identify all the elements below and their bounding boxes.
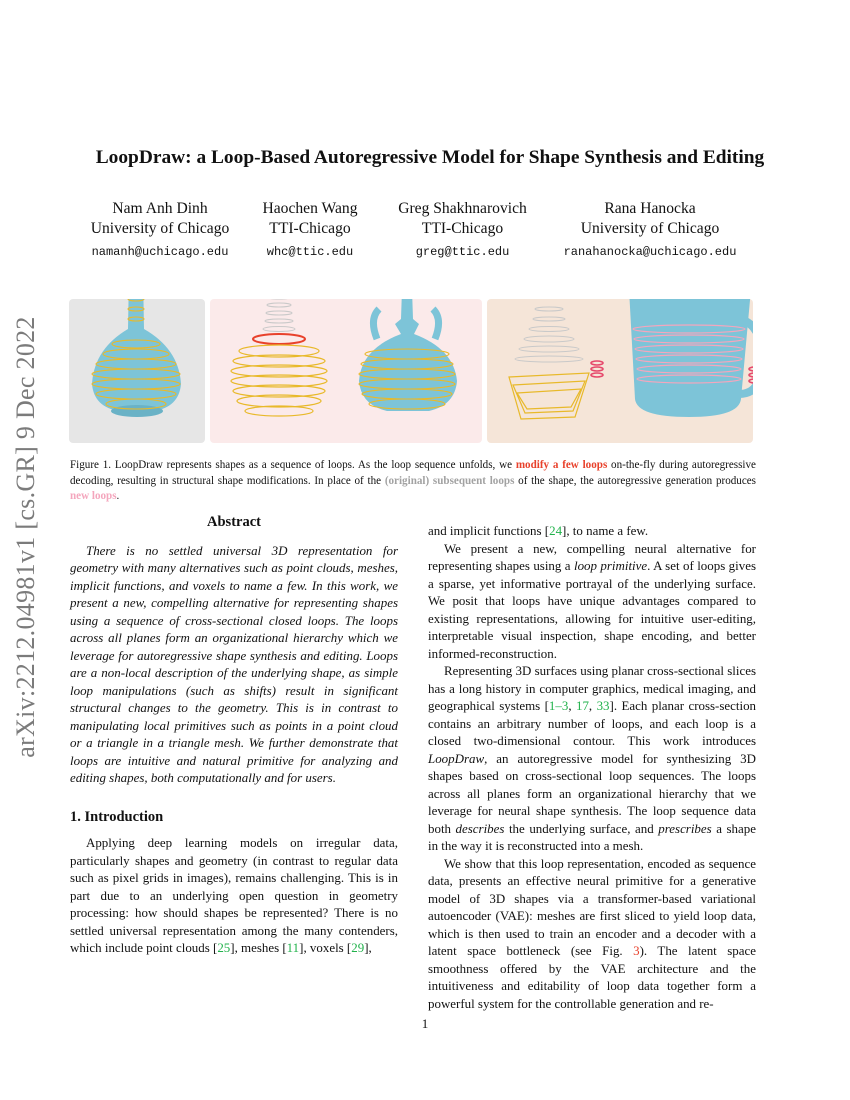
author-affiliation: TTI-Chicago: [269, 220, 351, 237]
author-name: Haochen Wang: [262, 200, 358, 217]
caption-text: of the shape, the autoregressive generation produces: [514, 474, 756, 487]
paragraph: Applying deep learning models on irregular data, particularly shapes and geometry (in contrast to regular data such as pixel grids in images), remains challenging. This is in part due to an underlying open question in geometry processing: how should shapes be represented? There is no settled universal representation among the many contenders, which include point clouds [25], meshes [11], voxels [29],: [70, 835, 398, 955]
section-heading: 1. Introduction: [70, 808, 164, 825]
left-column: [70, 514, 398, 957]
abstract-text: There is no settled universal 3D representation for geometry with many alternatives such as point clouds, meshes, implicit functions, and voxels to name a few. In this work, we present a new, compelling alternative for representing shapes using a sequence of cross-sectional closed loops. The loops across all planes form an organizational hierarchy which we leverage for autoregressive shape synthesis and editing. Loops are a non-local description of the underlying shape, as simple loop manipulations (such as shifts) result in significant structural changes to the geometry. This is in contrast to manipulating local primitives such as points in a point cloud or a triangle in a triangle mesh. We further demonstrate that loops are intuitive and natural primitive for analyzing and editing shapes, both computationally and for users.: [70, 542, 398, 785]
citation-link[interactable]: 24: [549, 523, 563, 538]
pitcher-mesh: [629, 299, 753, 417]
citation-link[interactable]: 17: [575, 698, 589, 713]
author-affiliation: TTI-Chicago: [421, 220, 504, 237]
author-email[interactable]: ranahanocka@uchicago.edu: [563, 245, 737, 259]
arxiv-stamp: arXiv:2212.04981v1 [cs.GR] 9 Dec 2022: [11, 316, 40, 758]
caption-new-loops: new loops: [70, 490, 117, 502]
caption-text: on-the-fly during autoregressive decoding, resulting in structural shape modifications. In place of the: [70, 459, 756, 487]
paragraph: and implicit functions [24], to name a few.: [428, 523, 649, 538]
author-affiliation: University of Chicago: [580, 220, 720, 237]
author-email[interactable]: namanh@uchicago.edu: [91, 245, 229, 259]
abstract-body: [70, 542, 398, 787]
author-block: [385, 199, 540, 262]
paragraph: Representing 3D surfaces using planar cross-sectional slices has a long history in computer graphics, medical imaging, and geographical systems [1–3, 17, 33]. Each planar cross-section contains an arbitrary number of loops, and each loop is a closed two-dimensional contour. This work introduces LoopDraw, an autoregressive model for synthesizing 3D shapes based on cross-sectional loop sequences. The loops across all planes form an organizational hierarchy that we leverage for neural shape synthesis. The loop sequence data both describes the underlying surface, and prescribes a shape in the way it is reconstructed into a mesh.: [428, 663, 757, 853]
paper-title: LoopDraw: a Loop-Based Autoregressive Model for Shape Synthesis and Editing: [95, 147, 765, 168]
author-block: [250, 199, 370, 262]
author-block: [80, 199, 240, 262]
teaser-figure: [69, 299, 753, 443]
author-block: [560, 199, 740, 262]
author-name: Rana Hanocka: [604, 200, 696, 217]
caption-text: .: [116, 490, 120, 502]
author-email[interactable]: whc@ttic.edu: [266, 245, 354, 259]
author-name: Greg Shakhnarovich: [398, 200, 527, 217]
author-name: Nam Anh Dinh: [112, 200, 208, 217]
right-column: [428, 522, 756, 1012]
citation-link[interactable]: 25: [217, 940, 231, 955]
citation-link[interactable]: 29: [351, 940, 365, 955]
citation-link[interactable]: 11: [286, 940, 300, 955]
caption-text: Figure 1. LoopDraw represents shapes as a sequence of loops. As the loop sequence unfolds, we: [70, 459, 516, 471]
citation-link[interactable]: 33: [596, 698, 610, 713]
figure-link[interactable]: 3: [633, 943, 640, 958]
caption-modified-loops: modify a few loops: [515, 459, 608, 471]
abstract-heading: Abstract: [207, 514, 261, 530]
citation-link[interactable]: 1–3: [548, 698, 569, 713]
paragraph: We show that this loop representation, encoded as sequence data, presents an effective neural primitive for a generative model of 3D shapes via a transformer-based variational autoencoder (VAE): meshes are first sliced to yield loop data, which is then used to train an encoder and a decoder with a latent space bottleneck (see Fig. 3). The latent space smoothness offered by the VAE architecture and the intuitiveness and editability of loop data together form a powerful system for the controllable generation and re-: [428, 855, 756, 1011]
figure-caption: [70, 458, 756, 505]
author-affiliation: University of Chicago: [90, 220, 230, 237]
author-email[interactable]: greg@ttic.edu: [415, 245, 510, 259]
paragraph: We present a new, compelling neural alternative for representing shapes using a loop primitive. A set of loops gives a sparse, yet informative portrayal of the underlying surface. We posit that loops have unique advantages compared to existing representations, allowing for intuitive user-editing, interpretable visual inspection, shape encoding, and better informed-reconstruction.: [428, 540, 756, 661]
page-number: 1: [421, 1016, 429, 1031]
caption-original-loops: (original) subsequent loops: [384, 474, 515, 487]
